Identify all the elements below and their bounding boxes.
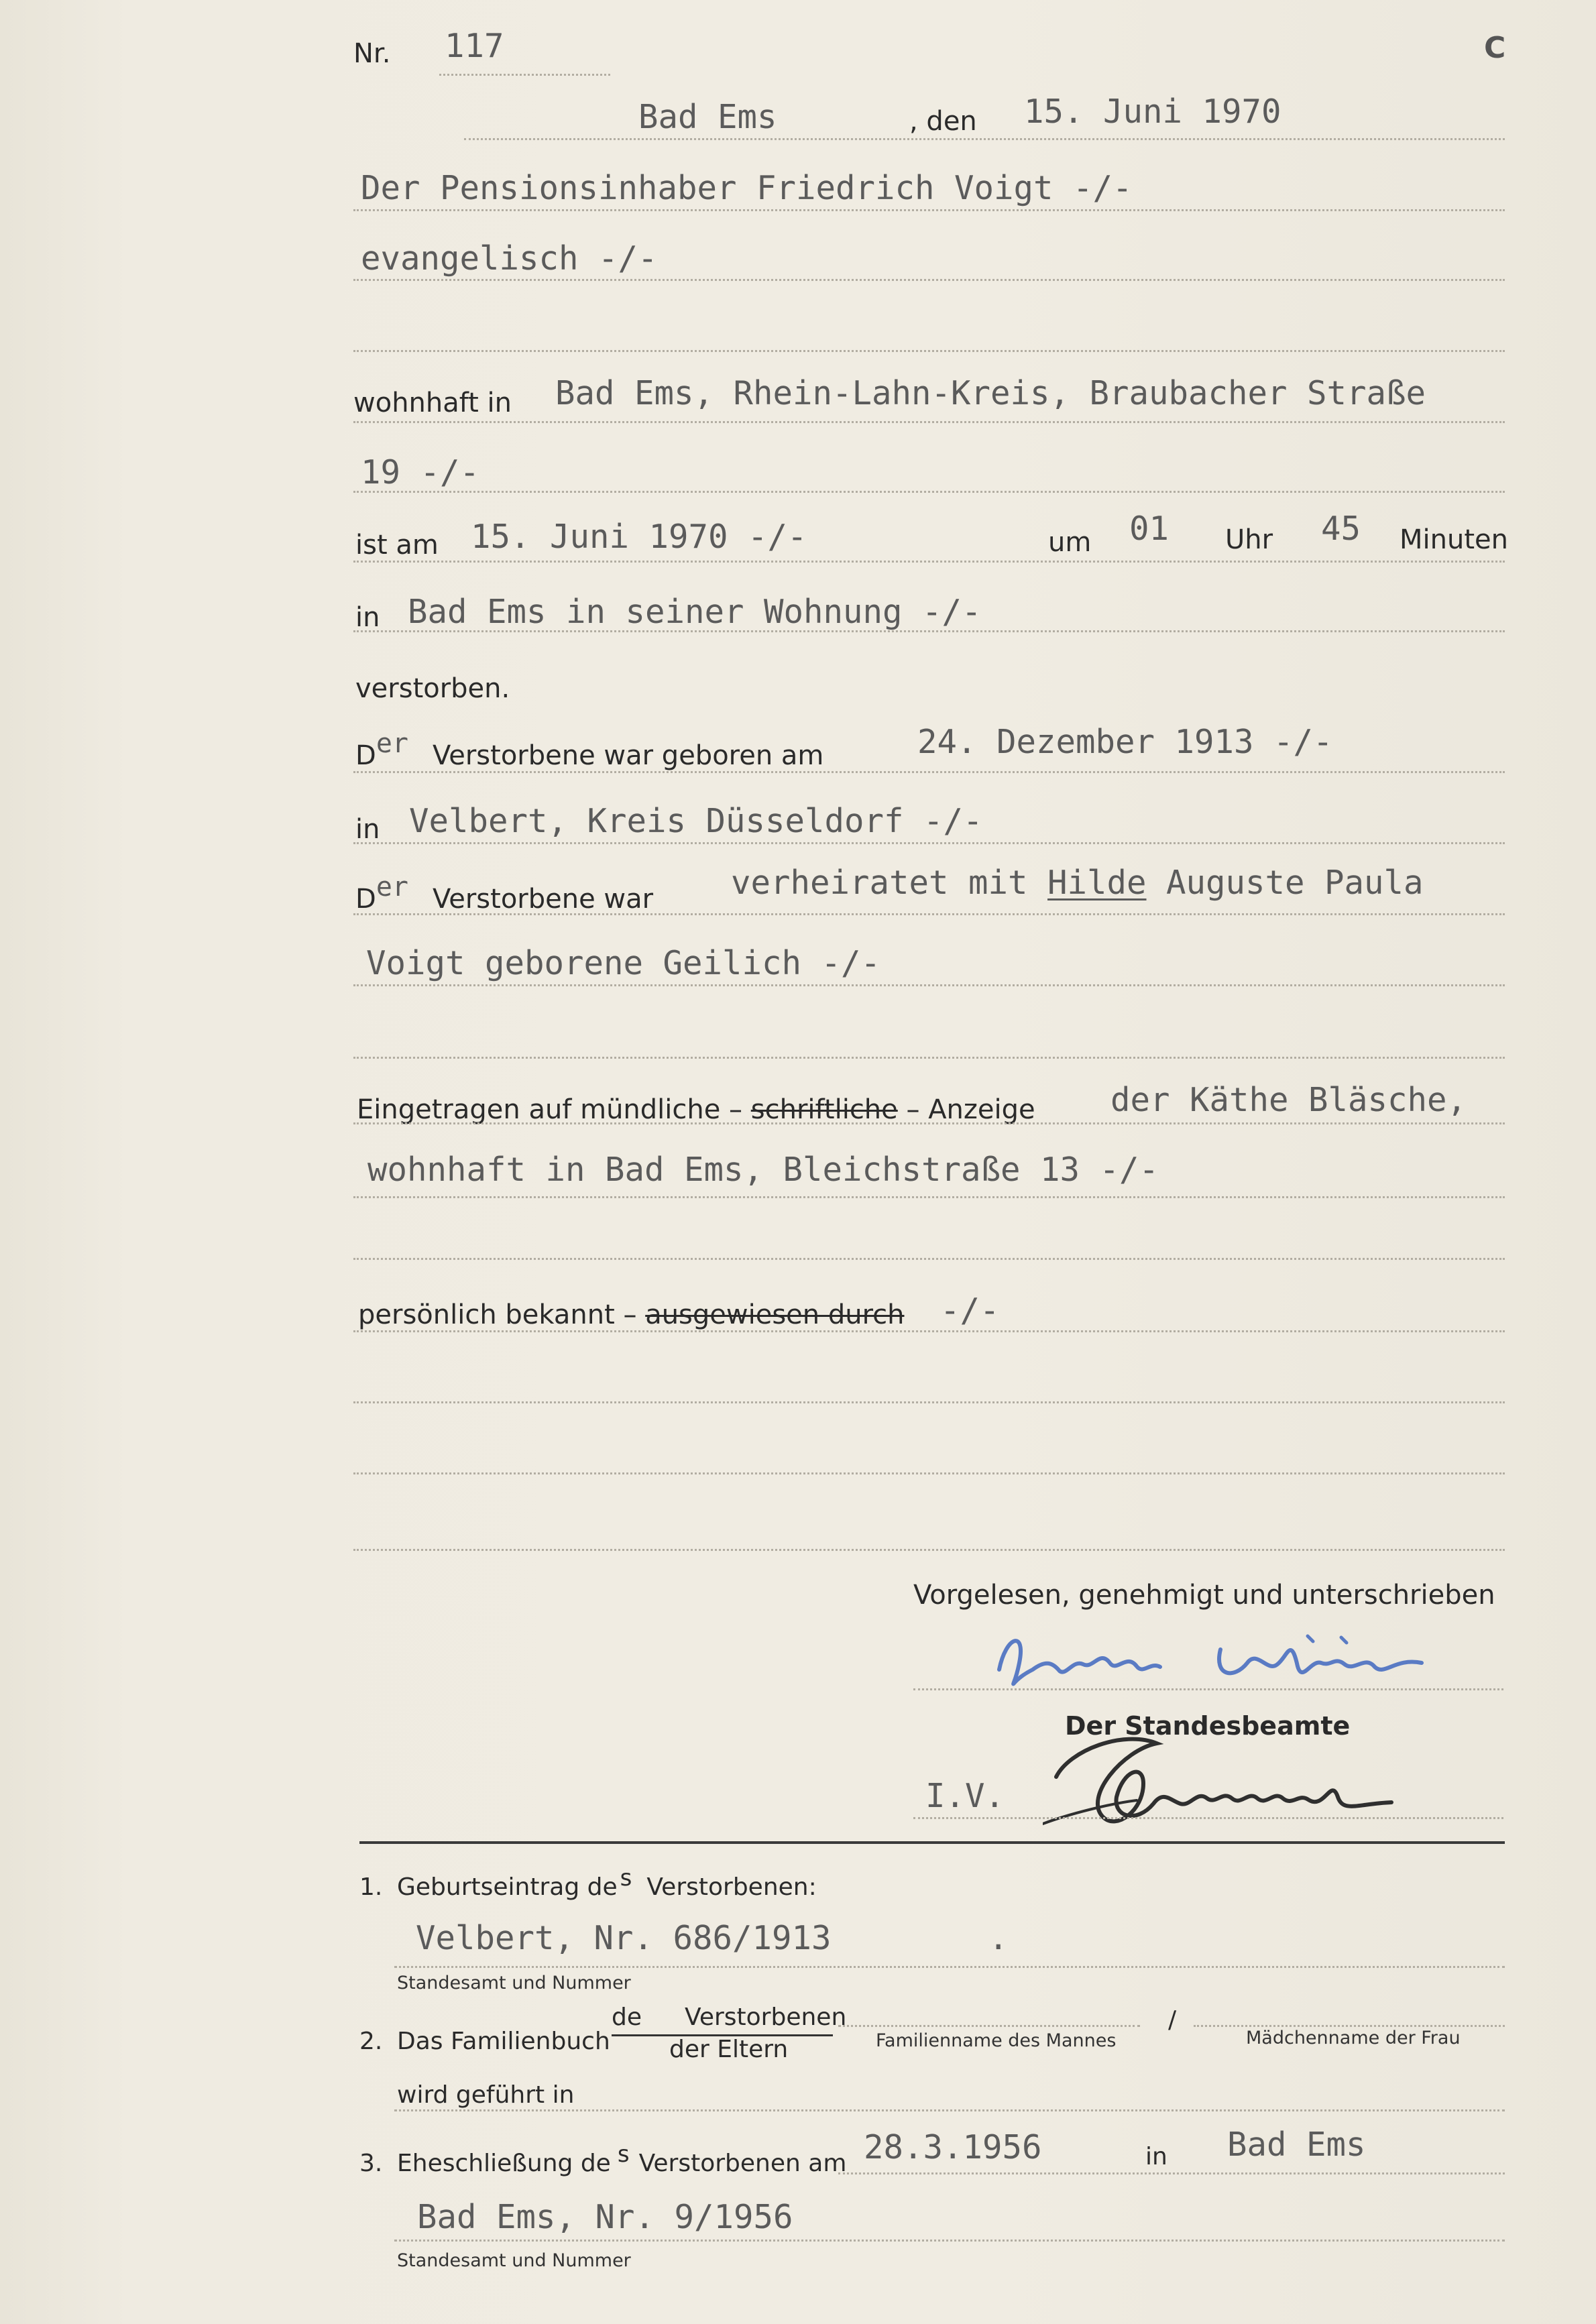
dotted-line — [913, 1688, 1503, 1690]
dotted-line — [353, 279, 1505, 281]
marital-line-1: verheiratet mit Hilde Auguste Paula — [731, 864, 1424, 902]
residence-line-1: Bad Ems, Rhein-Lahn-Kreis, Braubacher Straße — [555, 374, 1426, 412]
minutes-label: Minuten — [1400, 524, 1508, 555]
dotted-line — [353, 771, 1505, 773]
marriage-in-label: in — [1145, 2143, 1167, 2170]
dotted-line — [353, 1258, 1505, 1260]
birth-entry-value: Velbert, Nr. 686/1913 — [416, 1919, 832, 1957]
death-date-label: ist am — [355, 530, 439, 561]
dotted-line — [353, 842, 1505, 844]
identification-value: -/- — [940, 1291, 1000, 1330]
informant-line-1: der Käthe Bläsche, — [1110, 1081, 1467, 1119]
birth-label: Der Verstorbene war geboren am — [355, 728, 824, 771]
informant-line-2: wohnhaft in Bad Ems, Bleichstraße 13 -/- — [367, 1151, 1159, 1189]
death-date: 15. Juni 1970 -/- — [471, 518, 807, 556]
dotted-line — [838, 2172, 1505, 2174]
residence-label: wohnhaft in — [353, 388, 512, 418]
dotted-line — [353, 1330, 1505, 1332]
dotted-line — [1194, 2025, 1505, 2027]
dotted-line — [353, 1401, 1505, 1403]
dotted-line — [353, 421, 1505, 423]
identification-label: persönlich bekannt – ausgewiesen durch — [358, 1299, 905, 1330]
birth-entry-dot: . — [988, 1919, 1009, 1957]
dotted-line — [353, 630, 1505, 632]
informant-signature-icon — [992, 1623, 1435, 1696]
notification-label: Eingetragen auf mündliche – schriftliche – Anzeige — [357, 1094, 1035, 1125]
dotted-line — [913, 1817, 1503, 1819]
husband-surname-caption: Familienname des Mannes — [876, 2030, 1117, 2051]
entry-number: 117 — [445, 27, 504, 65]
marriage-label: Eheschließung de s Verstorbenen am — [397, 2141, 847, 2177]
date-label: , den — [909, 106, 977, 137]
dotted-line — [353, 561, 1505, 563]
on-behalf-label: I.V. — [925, 1777, 1005, 1815]
birth-place-label: in — [355, 814, 380, 845]
corner-letter: C — [1484, 31, 1506, 65]
death-minutes: 45 — [1321, 510, 1361, 548]
dotted-line — [838, 2025, 1140, 2027]
dotted-line — [394, 2240, 1505, 2242]
registrar-signature-icon — [1043, 1723, 1418, 1837]
item-2-number: 2. — [359, 2028, 383, 2055]
marital-label: Der Verstorbene war — [355, 872, 654, 915]
deceased-name: Der Pensionsinhaber Friedrich Voigt -/- — [361, 169, 1133, 207]
dotted-line — [353, 491, 1505, 493]
registrar-title: Der Standesbeamte — [1065, 1711, 1351, 1741]
dotted-line — [353, 1122, 1505, 1124]
dotted-line — [353, 913, 1505, 915]
hour-label: Uhr — [1225, 524, 1273, 555]
dotted-line — [394, 1966, 1505, 1968]
name-separator: / — [1168, 2006, 1177, 2034]
dotted-line — [394, 2109, 1505, 2111]
section-divider — [359, 1841, 1505, 1844]
item-3-number: 3. — [359, 2150, 383, 2177]
marital-line-2: Voigt geborene Geilich -/- — [366, 944, 881, 982]
registry-caption: Standesamt und Nummer — [397, 2250, 631, 2271]
registry-caption: Standesamt und Nummer — [397, 1973, 631, 1993]
birth-entry-label: Geburtseintrag de s Verstorbenen: — [397, 1865, 817, 1901]
death-place-label: in — [355, 602, 380, 633]
religion: evangelisch -/- — [361, 239, 658, 278]
birth-date: 24. Dezember 1913 -/- — [917, 723, 1333, 761]
record-date: 15. Juni 1970 — [1024, 93, 1281, 131]
dotted-line — [464, 138, 1505, 140]
family-book-option-1: de Verstorbenen — [612, 2003, 847, 2031]
death-hour: 01 — [1129, 510, 1170, 548]
dotted-line — [353, 1057, 1505, 1059]
dotted-line — [353, 350, 1505, 352]
kept-in-label: wird geführt in — [397, 2081, 575, 2109]
birth-place: Velbert, Kreis Düsseldorf -/- — [409, 802, 983, 840]
dotted-line — [353, 1472, 1505, 1474]
family-book-option-2: der Eltern — [669, 2036, 789, 2063]
dotted-line — [439, 74, 610, 76]
item-1-number: 1. — [359, 1873, 383, 1901]
residence-line-2: 19 -/- — [361, 453, 480, 491]
marriage-place: Bad Ems — [1227, 2126, 1366, 2164]
marriage-date: 28.3.1956 — [864, 2128, 1042, 2166]
dotted-line — [353, 209, 1505, 211]
time-label: um — [1048, 527, 1092, 558]
dotted-line — [353, 1196, 1505, 1198]
place: Bad Ems — [638, 98, 777, 136]
wife-maiden-name-caption: Mädchenname der Frau — [1246, 2028, 1461, 2048]
dotted-line — [353, 1549, 1505, 1551]
number-label: Nr. — [353, 38, 391, 69]
read-approved-signed: Vorgelesen, genehmigt und unterschrieben — [913, 1580, 1495, 1611]
family-book-label: Das Familienbuch — [397, 2028, 610, 2055]
deceased-word: verstorben. — [355, 673, 510, 704]
marriage-registry-value: Bad Ems, Nr. 9/1956 — [417, 2198, 793, 2236]
dotted-line — [353, 984, 1505, 986]
death-place: Bad Ems in seiner Wohnung -/- — [408, 593, 982, 631]
